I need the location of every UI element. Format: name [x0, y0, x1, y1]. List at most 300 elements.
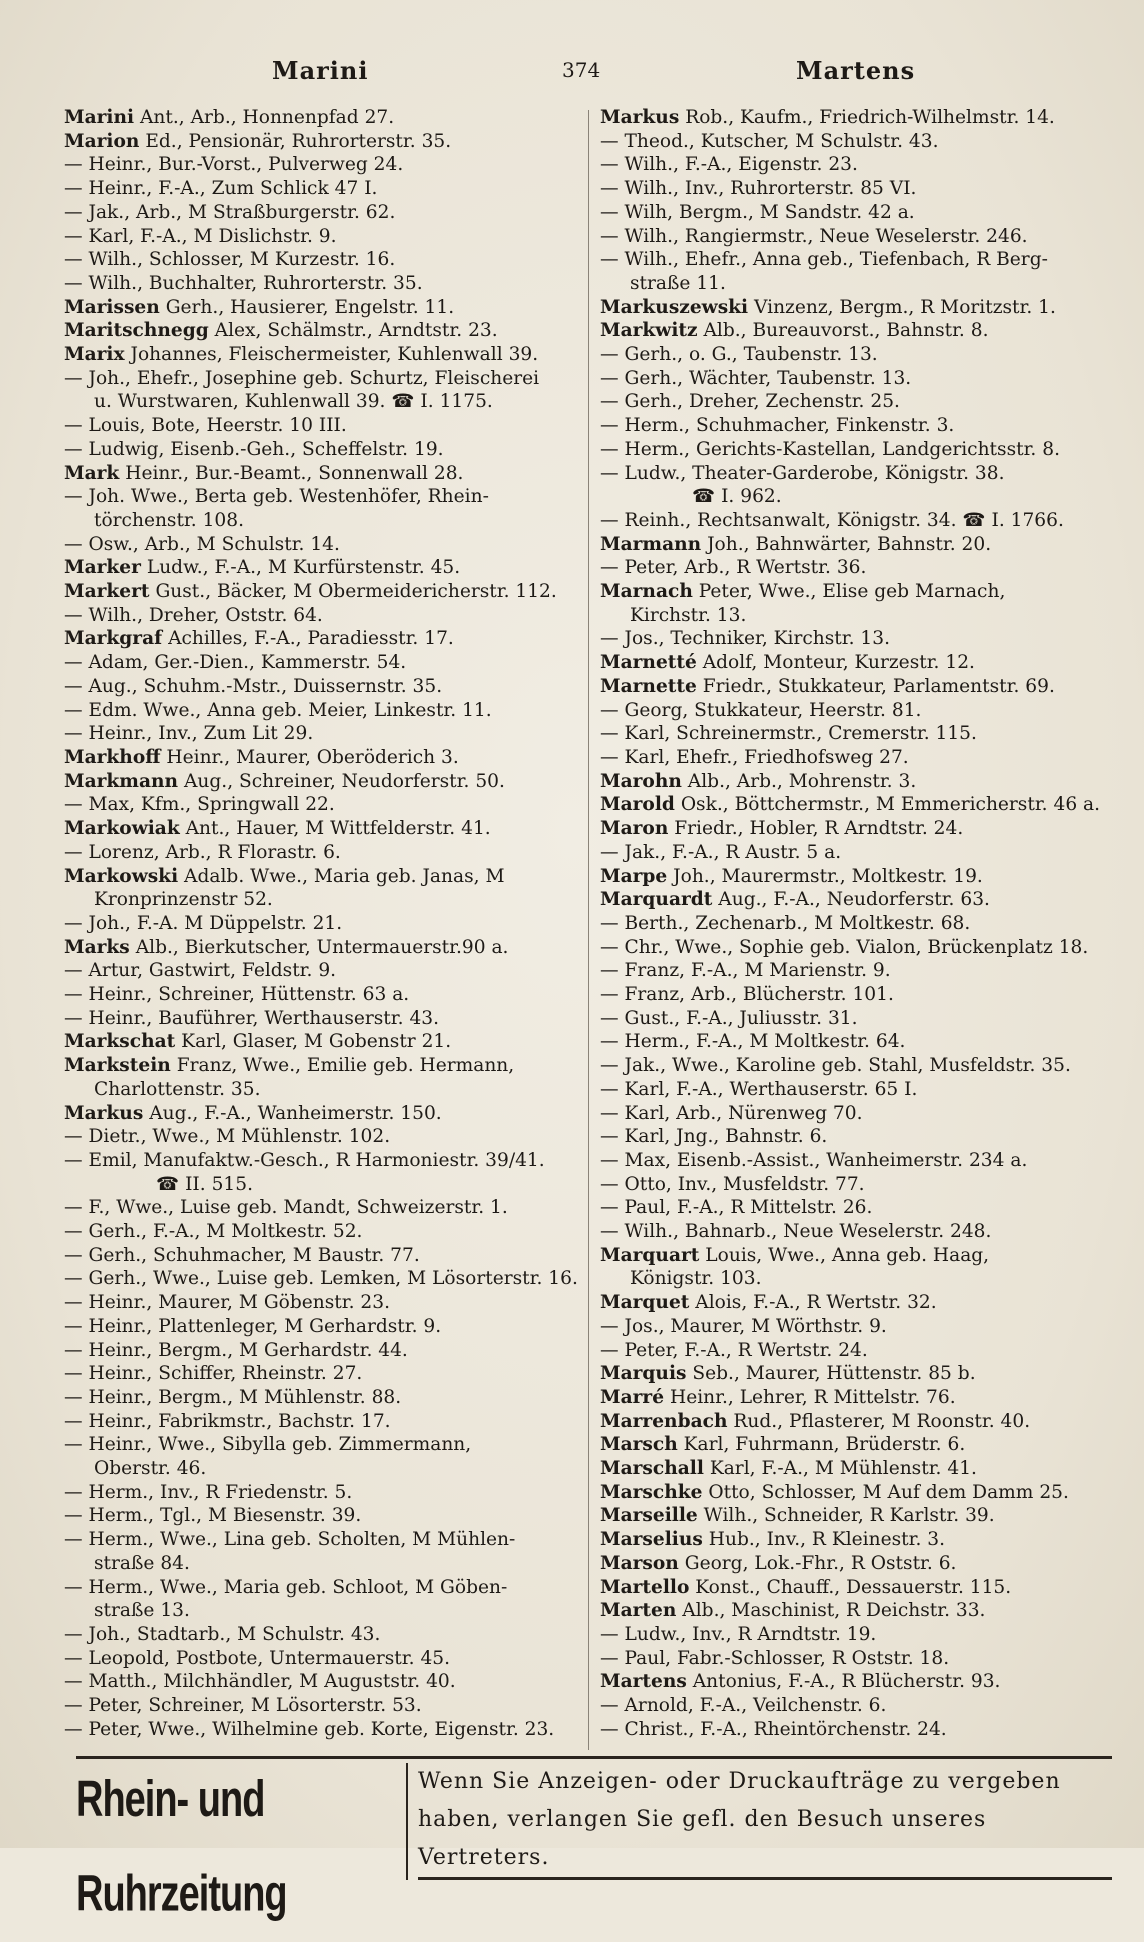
entry-details: — Wilh., Schlosser, M Kurzestr. 16.	[64, 249, 396, 271]
directory-entry	[600, 959, 1120, 983]
entry-details: — Peter, Wwe., Wilhelmine geb. Korte, Eigenstr. 23.	[64, 1718, 555, 1740]
entry-details: — Herm., Schuhmacher, Finkenstr. 3.	[600, 415, 955, 437]
entry-surname: Markowski	[64, 865, 179, 887]
entry-details: — Wilh., F.-A., Eigenstr. 23.	[600, 154, 858, 176]
entry-details: — Paul, Fabr.-Schlosser, R Oststr. 18.	[600, 1647, 950, 1669]
entry-surname: Marquet	[600, 1292, 690, 1314]
entry-details: Königstr. 103.	[630, 1268, 762, 1290]
entry-surname: Marnach	[600, 581, 693, 603]
entry-details: Oberstr. 46.	[94, 1458, 207, 1480]
entry-details: — Joh., Stadtarb., M Schulstr. 43.	[64, 1624, 381, 1645]
entry-surname: Marker	[64, 557, 141, 579]
entry-surname: Maron	[600, 818, 669, 840]
entry-details: — Gerh., o. G., Taubenstr. 13.	[600, 344, 878, 366]
directory-entry	[600, 865, 1120, 889]
directory-entry	[64, 272, 576, 296]
entry-details: Adolf, Monteur, Kurzestr. 12.	[696, 652, 975, 674]
directory-entry	[64, 1647, 576, 1671]
entry-surname: Marschall	[600, 1458, 704, 1480]
entry-surname: Markhoff	[64, 746, 161, 768]
entry-details: — Ludw., Inv., R Arndtstr. 19.	[600, 1624, 877, 1645]
entry-surname: Markuszewski	[600, 296, 749, 318]
directory-entry	[600, 1196, 1120, 1220]
entry-surname: Marten	[600, 1600, 677, 1622]
entry-details: Ant., Hauer, M Wittfelderstr. 41.	[179, 818, 491, 840]
directory-entry	[64, 438, 576, 462]
entry-surname: Maritschnegg	[64, 320, 209, 342]
directory-entry	[64, 1149, 576, 1173]
directory-entry	[600, 1718, 1120, 1742]
directory-entry	[64, 1718, 576, 1742]
directory-entry	[64, 912, 576, 936]
directory-entry	[600, 1125, 1120, 1149]
entry-details: Otto, Schlosser, M Auf dem Damm 25.	[702, 1481, 1069, 1503]
entry-surname: Marquis	[600, 1363, 687, 1385]
directory-entry	[600, 1647, 1120, 1671]
entry-details: Aug., F.-A., Wanheimerstr. 150.	[143, 1102, 442, 1124]
entry-details: — Wilh., Ehefr., Anna geb., Tiefenbach, R Berg-	[600, 249, 1048, 271]
entry-details: Charlottenstr. 35.	[94, 1078, 261, 1100]
page-number: 374	[562, 58, 601, 82]
directory-entry	[600, 1291, 1120, 1315]
ad-line-1: Wenn Sie Anzeigen- oder Druckaufträge zu vergeben	[418, 1769, 1061, 1794]
entry-details: — Max, Eisenb.-Assist., Wanheimerstr. 234 a.	[600, 1149, 1028, 1171]
entry-details: — Max, Kfm., Springwall 22.	[64, 794, 335, 816]
directory-entry	[64, 556, 576, 580]
ad-line-2: haben, verlangen Sie gefl. den Besuch unseres Vertreters.	[418, 1801, 1112, 1880]
entry-details: Alex, Schälmstr., Arndtstr. 23.	[208, 320, 498, 342]
entry-surname: Marion	[64, 130, 140, 152]
entry-details: Heinr., Lehrer, R Mittelstr. 76.	[664, 1386, 956, 1408]
entry-details: Georg, Lok.-Fhr., R Oststr. 6.	[678, 1552, 957, 1574]
directory-entry	[64, 319, 576, 343]
directory-entry	[600, 1102, 1120, 1126]
directory-entry	[64, 1362, 576, 1386]
directory-entry	[64, 1173, 576, 1197]
entry-surname: Markert	[64, 581, 150, 603]
directory-entry	[64, 1030, 576, 1054]
directory-entry	[600, 485, 1120, 509]
entry-details: — Louis, Bote, Heerstr. 10 III.	[64, 415, 347, 437]
entry-details: Aug., Schreiner, Neudorferstr. 50.	[178, 770, 505, 792]
entry-details: Peter, Wwe., Elise geb Marnach,	[692, 581, 1006, 603]
entry-details: — Arnold, F.-A., Veilchenstr. 6.	[600, 1695, 887, 1717]
entry-details: — Wilh., Bahnarb., Neue Weselerstr. 248.	[600, 1221, 992, 1243]
directory-entry	[600, 1694, 1120, 1718]
entry-details: Wilh., Schneider, R Karlstr. 39.	[697, 1505, 995, 1527]
directory-entry	[600, 438, 1120, 462]
entry-details: — Herm., Tgl., M Biesenstr. 39.	[64, 1505, 362, 1527]
directory-entry	[600, 367, 1120, 391]
entry-surname: Marrenbach	[600, 1410, 728, 1432]
directory-entry	[600, 201, 1120, 225]
entry-details: — Paul, F.-A., R Mittelstr. 26.	[600, 1197, 873, 1219]
directory-entry	[600, 1410, 1120, 1434]
entry-details: — F., Wwe., Luise geb. Mandt, Schweizerstr. 1.	[64, 1197, 508, 1219]
entry-details: — Osw., Arb., M Schulstr. 14.	[64, 533, 340, 555]
entry-surname: Markmann	[64, 770, 179, 792]
entry-details: — Heinr., Bergm., M Gerhardstr. 44.	[64, 1339, 408, 1361]
entry-details: Konst., Chauff., Dessauerstr. 115.	[689, 1576, 1012, 1598]
entry-details: — Theod., Kutscher, M Schulstr. 43.	[600, 130, 939, 152]
directory-entry	[64, 1125, 576, 1149]
directory-entry	[600, 390, 1120, 414]
directory-entry	[64, 746, 576, 770]
entry-surname: Markgraf	[64, 628, 163, 650]
directory-entry	[64, 1196, 576, 1220]
entry-surname: Marquart	[600, 1244, 700, 1266]
directory-entry	[64, 983, 576, 1007]
directory-entry	[64, 1457, 576, 1481]
directory-entry	[64, 675, 576, 699]
entry-details: Alb., Bureauvorst., Bahnstr. 8.	[697, 320, 989, 342]
directory-entry	[64, 1670, 576, 1694]
entry-details: — Jak., Arb., M Straßburgerstr. 62.	[64, 201, 396, 223]
directory-entry	[64, 533, 576, 557]
column-divider	[588, 110, 589, 1750]
right-column	[600, 106, 1120, 1742]
entry-details: — Wilh., Inv., Ruhrorterstr. 85 VI.	[600, 178, 917, 200]
directory-entry	[600, 509, 1120, 533]
directory-entry	[600, 1078, 1120, 1102]
entry-details: — Joh., Ehefr., Josephine geb. Schurtz, Fleischerei	[64, 367, 540, 389]
directory-entry	[600, 106, 1120, 130]
entry-details: — Heinr., Schreiner, Hüttenstr. 63 a.	[64, 984, 410, 1006]
directory-entry	[600, 225, 1120, 249]
directory-entry	[64, 627, 576, 651]
entry-details: — Adam, Ger.-Dien., Kammerstr. 54.	[64, 652, 407, 674]
directory-entry	[64, 1504, 576, 1528]
entry-details: Ludw., F.-A., M Kurfürstenstr. 45.	[140, 557, 461, 579]
entry-details: Gust., Bäcker, M Obermeidericherstr. 112.	[149, 581, 557, 603]
directory-entry	[64, 1220, 576, 1244]
directory-entry	[64, 1291, 576, 1315]
entry-details: — Wilh., Rangiermstr., Neue Weselerstr. 246.	[600, 225, 1028, 247]
directory-entry	[600, 1149, 1120, 1173]
directory-entry	[600, 1007, 1120, 1031]
entry-details: — Gerh., Wwe., Luise geb. Lemken, M Lösorterstr. 16.	[64, 1268, 578, 1290]
entry-details: — Dietr., Wwe., M Mühlenstr. 102.	[64, 1126, 391, 1148]
entry-details: — Peter, Arb., R Wertstr. 36.	[600, 557, 867, 579]
entry-surname: Marquardt	[600, 889, 713, 911]
directory-entry	[64, 1694, 576, 1718]
entry-details: — Artur, Gastwirt, Feldstr. 9.	[64, 960, 337, 982]
directory-entry	[600, 1173, 1120, 1197]
entry-details: — Heinr., Schiffer, Rheinstr. 27.	[64, 1363, 363, 1385]
directory-entry	[64, 462, 576, 486]
entry-details: — Wilh., Buchhalter, Ruhrorterstr. 35.	[64, 272, 423, 294]
directory-entry	[600, 343, 1120, 367]
entry-surname: Marix	[64, 344, 125, 366]
entry-surname: Markus	[600, 107, 680, 128]
entry-details: Aug., F.-A., Neudorferstr. 63.	[712, 889, 990, 911]
directory-entry	[64, 936, 576, 960]
directory-entry	[64, 367, 576, 391]
entry-details: — Herm., Wwe., Lina geb. Scholten, M Mühlen-	[64, 1529, 516, 1551]
directory-entry	[64, 1386, 576, 1410]
directory-entry	[600, 319, 1120, 343]
entry-details: — Karl, Schreinermstr., Cremerstr. 115.	[600, 723, 977, 745]
directory-entry	[64, 153, 576, 177]
entry-details: Kronprinzenstr 52.	[94, 889, 273, 911]
entry-details: — Herm., Gerichts-Kastellan, Landgerichtsstr. 8.	[600, 438, 1060, 460]
directory-entry	[64, 248, 576, 272]
directory-entry	[64, 485, 576, 509]
entry-details: — Georg, Stukkateur, Heerstr. 81.	[600, 699, 922, 721]
entry-details: Karl, F.-A., M Mühlenstr. 41.	[703, 1458, 977, 1480]
entry-details: Gerh., Hausierer, Engelstr. 11.	[159, 296, 455, 318]
directory-entry	[64, 1623, 576, 1647]
entry-surname: Marselius	[600, 1529, 703, 1551]
directory-entry	[64, 770, 576, 794]
entry-details: — Karl, F.-A., M Dislichstr. 9.	[64, 225, 337, 247]
directory-entry	[600, 130, 1120, 154]
entry-details: — Matth., Milchhändler, M Auguststr. 40.	[64, 1671, 456, 1693]
entry-surname: Marpe	[600, 865, 668, 887]
directory-entry	[64, 1267, 576, 1291]
directory-entry	[64, 1481, 576, 1505]
directory-entry	[64, 699, 576, 723]
directory-entry	[64, 201, 576, 225]
directory-entry	[64, 1244, 576, 1268]
entry-details: Heinr., Maurer, Oberöderich 3.	[160, 746, 459, 768]
entry-details: törchenstr. 108.	[94, 509, 245, 531]
entry-details: — Peter, Schreiner, M Lösorterstr. 53.	[64, 1695, 422, 1717]
entry-details: — Ludw., Theater-Garderobe, Königstr. 38.	[600, 462, 1005, 484]
directory-entry	[64, 888, 576, 912]
entry-details: — Heinr., Maurer, M Göbenstr. 23.	[64, 1292, 391, 1314]
directory-entry	[600, 1362, 1120, 1386]
entry-details: — Edm. Wwe., Anna geb. Meier, Linkestr. 11.	[64, 699, 492, 721]
directory-entry	[600, 1267, 1120, 1291]
directory-entry	[64, 793, 576, 817]
directory-entry	[600, 177, 1120, 201]
directory-entry	[64, 865, 576, 889]
directory-entry	[64, 130, 576, 154]
directory-entry	[600, 1528, 1120, 1552]
left-column	[64, 106, 576, 1742]
directory-entry	[600, 888, 1120, 912]
directory-entry	[600, 1433, 1120, 1457]
entry-surname: Marschke	[600, 1481, 703, 1503]
entry-details: — Wilh., Dreher, Oststr. 64.	[64, 604, 323, 626]
directory-entry	[64, 1315, 576, 1339]
entry-details: — Heinr., Wwe., Sibylla geb. Zimmermann,	[64, 1434, 472, 1456]
directory-entry	[600, 604, 1120, 628]
directory-entry	[64, 1433, 576, 1457]
entry-details: straße 11.	[630, 272, 726, 294]
entry-details: — Heinr., Inv., Zum Lit 29.	[64, 723, 314, 745]
entry-surname: Markwitz	[600, 320, 698, 342]
header-first-name: Marini	[272, 56, 369, 85]
header-last-name: Martens	[796, 56, 916, 85]
directory-entry	[600, 1504, 1120, 1528]
directory-entry	[64, 580, 576, 604]
directory-entry	[600, 793, 1120, 817]
entry-details: — Gust., F.-A., Juliusstr. 31.	[600, 1007, 858, 1029]
entry-surname: Marnette	[600, 675, 697, 697]
entry-details: — Heinr., F.-A., Zum Schlick 47 I.	[64, 178, 378, 200]
entry-details: — Joh. Wwe., Berta geb. Westenhöfer, Rhein-	[64, 486, 489, 508]
entry-details: Vinzenz, Bergm., R Moritzstr. 1.	[748, 296, 1056, 318]
directory-entry	[600, 1054, 1120, 1078]
directory-entry	[600, 675, 1120, 699]
entry-surname: Martello	[600, 1576, 690, 1598]
entry-surname: Marks	[64, 936, 130, 958]
directory-entry	[64, 722, 576, 746]
entry-surname: Marsch	[600, 1434, 678, 1456]
entry-surname: Marseille	[600, 1505, 698, 1527]
directory-entry	[64, 1054, 576, 1078]
entry-details: — Christ., F.-A., Rheintörchenstr. 24.	[600, 1718, 947, 1740]
entry-details: — Peter, F.-A., R Wertstr. 24.	[600, 1339, 868, 1361]
entry-details: — Berth., Zechenarb., M Moltkestr. 68.	[600, 912, 971, 934]
entry-details: — Lorenz, Arb., R Florastr. 6.	[64, 841, 341, 863]
directory-entry	[64, 841, 576, 865]
entry-details: Hub., Inv., R Kleinestr. 3.	[702, 1529, 946, 1551]
entry-details: Alb., Bierkutscher, Untermauerstr.90 a.	[129, 936, 509, 958]
entry-details: Ed., Pensionär, Ruhrorterstr. 35.	[139, 130, 452, 152]
directory-entry	[600, 746, 1120, 770]
advertisement-footer	[76, 1756, 1112, 1923]
entry-details: Seb., Maurer, Hüttenstr. 85 b.	[686, 1363, 976, 1385]
entry-details: — Karl, F.-A., Werthauserstr. 65 I.	[600, 1078, 918, 1100]
entry-details: u. Wurstwaren, Kuhlenwall 39. ☎ I. 1175.	[94, 391, 493, 413]
entry-details: — Karl, Ehefr., Friedhofsweg 27.	[600, 746, 909, 768]
entry-details: — Chr., Wwe., Sophie geb. Vialon, Brückenplatz 18.	[600, 936, 1089, 958]
entry-details: — Heinr., Plattenleger, M Gerhardstr. 9.	[64, 1315, 442, 1337]
entry-details: Joh., Bahnwärter, Bahnstr. 20.	[701, 533, 992, 555]
entry-surname: Markschat	[64, 1031, 176, 1053]
entry-details: — Leopold, Postbote, Untermauerstr. 45.	[64, 1647, 451, 1669]
entry-details: — Jak., F.-A., R Austr. 5 a.	[600, 841, 842, 863]
directory-entry	[600, 153, 1120, 177]
entry-details: Friedr., Hobler, R Arndtstr. 24.	[668, 818, 964, 840]
entry-details: — Gerh., Schuhmacher, M Baustr. 77.	[64, 1244, 420, 1266]
directory-entry	[600, 817, 1120, 841]
directory-entry	[600, 533, 1120, 557]
entry-details: Friedr., Stukkateur, Parlamentstr. 69.	[696, 675, 1055, 697]
directory-entry	[600, 1481, 1120, 1505]
entry-surname: Marohn	[600, 770, 682, 792]
directory-entry	[600, 1315, 1120, 1339]
directory-entry	[64, 959, 576, 983]
page-header	[76, 56, 1096, 92]
entry-details: straße 84.	[94, 1552, 190, 1574]
entry-surname: Markowiak	[64, 818, 180, 840]
entry-details: — Gerh., Dreher, Zechenstr. 25.	[600, 391, 900, 413]
entry-details: Adalb. Wwe., Maria geb. Janas, M	[178, 865, 505, 887]
directory-entry	[600, 722, 1120, 746]
entry-details: straße 13.	[94, 1600, 190, 1622]
entry-details: — Gerh., Wächter, Taubenstr. 13.	[600, 367, 912, 389]
entry-details: Karl, Glaser, M Gobenstr 21.	[175, 1031, 452, 1053]
directory-entry	[600, 1552, 1120, 1576]
entry-details: Achilles, F.-A., Paradiesstr. 17.	[162, 628, 454, 650]
entry-details: — Jak., Wwe., Karoline geb. Stahl, Musfeldstr. 35.	[600, 1055, 1071, 1077]
entry-details: — Ludwig, Eisenb.-Geh., Scheffelstr. 19.	[64, 438, 444, 460]
directory-entry	[64, 1410, 576, 1434]
entry-details: ☎ I. 962.	[692, 486, 782, 508]
directory-entry	[600, 912, 1120, 936]
advertisement-text	[406, 1763, 1112, 1880]
directory-entry	[64, 817, 576, 841]
entry-details: — Jos., Maurer, M Wörthstr. 9.	[600, 1315, 887, 1337]
entry-details: Kirchstr. 13.	[630, 604, 747, 626]
entry-details: Franz, Wwe., Emilie geb. Hermann,	[170, 1055, 515, 1077]
entry-surname: Marissen	[64, 296, 160, 318]
directory-entry	[600, 699, 1120, 723]
directory-entry	[600, 936, 1120, 960]
entry-details: Rob., Kaufm., Friedrich-Wilhelmstr. 14.	[679, 107, 1055, 128]
directory-entry	[600, 414, 1120, 438]
entry-surname: Marson	[600, 1552, 679, 1574]
entry-details: — Herm., Inv., R Friedenstr. 5.	[64, 1481, 353, 1503]
entry-details: — Gerh., F.-A., M Moltkestr. 52.	[64, 1221, 363, 1243]
directory-entry	[64, 604, 576, 628]
directory-entry	[64, 651, 576, 675]
directory-entry	[600, 1386, 1120, 1410]
directory-entry	[600, 1339, 1120, 1363]
entry-surname: Markstein	[64, 1055, 171, 1077]
directory-entry	[600, 1670, 1120, 1694]
entry-details: — Franz, Arb., Blücherstr. 101.	[600, 984, 894, 1006]
directory-entry	[64, 296, 576, 320]
entry-details: — Emil, Manufaktw.-Gesch., R Harmoniestr. 39/41.	[64, 1149, 545, 1171]
directory-entry	[64, 1102, 576, 1126]
entry-surname: Marré	[600, 1386, 665, 1408]
entry-details: Alb., Arb., Mohrenstr. 3.	[681, 770, 917, 792]
entry-details: — Heinr., Fabrikmstr., Bachstr. 17.	[64, 1410, 391, 1432]
directory-entry	[600, 462, 1120, 486]
entry-surname: Martens	[600, 1671, 687, 1693]
entry-details: — Franz, F.-A., M Marienstr. 9.	[600, 960, 891, 982]
entry-details: Karl, Fuhrmann, Brüderstr. 6.	[677, 1434, 966, 1456]
directory-entry	[600, 627, 1120, 651]
directory-entry	[600, 841, 1120, 865]
entry-details: — Herm., F.-A., M Moltkestr. 64.	[600, 1031, 906, 1053]
entry-surname: Marold	[600, 794, 675, 816]
directory-entry	[600, 1220, 1120, 1244]
entry-details: Ant., Arb., Honnenpfad 27.	[134, 107, 395, 128]
directory-entry	[600, 983, 1120, 1007]
directory-entry	[64, 106, 576, 130]
directory-entry	[600, 272, 1120, 296]
entry-details: — Wilh, Bergm., M Sandstr. 42 a.	[600, 201, 915, 223]
entry-details: — Karl, Arb., Nürenweg 70.	[600, 1102, 863, 1124]
entry-surname: Marini	[64, 107, 135, 128]
entry-surname: Marnetté	[600, 652, 697, 674]
directory-entry	[600, 651, 1120, 675]
directory-entry	[600, 248, 1120, 272]
entry-details: — Reinh., Rechtsanwalt, Königstr. 34. ☎ I. 1766.	[600, 509, 1064, 531]
entry-details: — Heinr., Bur.-Vorst., Pulverweg 24.	[64, 154, 404, 176]
directory-entry	[600, 296, 1120, 320]
directory-entry	[600, 580, 1120, 604]
directory-entry	[64, 225, 576, 249]
directory-entry	[64, 177, 576, 201]
entry-details: Alb., Maschinist, R Deichstr. 33.	[676, 1600, 986, 1622]
entry-details: Joh., Maurermstr., Moltkestr. 19.	[667, 865, 983, 887]
entry-details: Louis, Wwe., Anna geb. Haag,	[699, 1244, 990, 1266]
directory-entry	[600, 1030, 1120, 1054]
entry-details: — Joh., F.-A. M Düppelstr. 21.	[64, 912, 343, 934]
entry-details: — Jos., Techniker, Kirchstr. 13.	[600, 628, 890, 650]
entry-surname: Marmann	[600, 533, 702, 555]
entry-details: — Herm., Wwe., Maria geb. Schloot, M Göben-	[64, 1576, 508, 1598]
entry-details: Antonius, F.-A., R Blücherstr. 93.	[686, 1671, 1001, 1693]
entry-surname: Mark	[64, 462, 120, 484]
